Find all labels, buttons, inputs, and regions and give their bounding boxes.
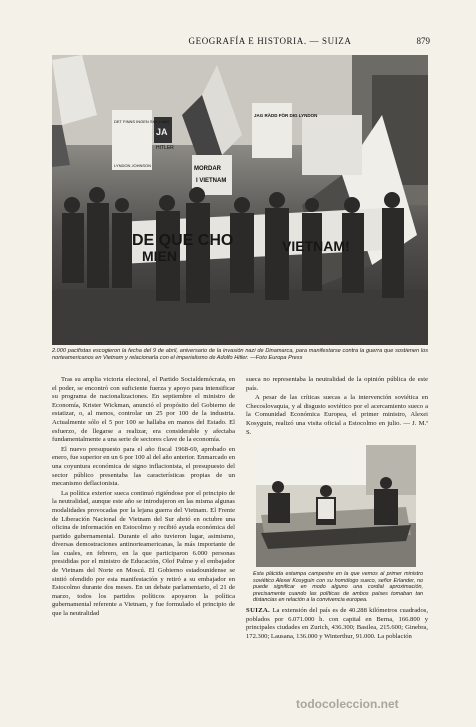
sign-text-7: JAG RÄDD FÖR DIG LYNDON — [254, 113, 318, 118]
banner-text-2: MIEN — [142, 248, 177, 264]
article-left-column — [52, 376, 235, 620]
paragraph: sueca no representaba la neutralidad de la opinión pública de este país. — [246, 376, 428, 392]
running-title: GEOGRAFÍA E HISTORIA. — SUIZA — [188, 36, 352, 46]
protest-scene — [52, 55, 428, 345]
suiza-section — [246, 607, 428, 641]
sign-text-2: JA — [156, 127, 168, 137]
boat-photo — [256, 445, 416, 567]
sign-text-3: HITLER — [156, 145, 174, 151]
article-right-column — [246, 376, 428, 438]
protest-photo — [52, 55, 428, 345]
boat-photo-caption: Esta plácida estampa campestre en la que vemos al primer ministro soviético Alexei Kosyguin con su homólogo sueco, señor Erlander, no puede significar en modo alguno una cordial aproximación, precisamente cuando las políticas de ambos países tomaban tan distancias en relación a la convivencia europea. — [253, 571, 423, 604]
sign-text-5: MORDAR — [194, 166, 221, 172]
watermark: todocoleccion.net — [296, 697, 399, 711]
main-photo-caption: 2.000 pacifistas escogieron la fecha del 9 de abril, aniversario de la invasión nazi de Dinamarca, para manifestarse contra la guerra que sostienen los norteamericanos en Vietnam y relacionarla con el imperialismo de Adolfo Hitler. —Foto Europa Press — [52, 348, 428, 362]
page-number: 879 — [416, 36, 430, 46]
boat-scene — [256, 445, 416, 567]
sign-text-6: I VIETNAM — [196, 178, 227, 184]
section-text: La extensión del país es de 40.288 kilómetros cuadrados, poblados por 6.071.000 h. con capital en Berna, 166.800 y principales ciudades en Zurich, 436.300; Basilea, 215.600; Ginebra, 172.300; Lausana, 136.000 y Winterthur, 91.000. La población — [246, 607, 428, 640]
sign-text-4: LYNDON JOHNSON — [114, 163, 152, 168]
paragraph: A pesar de las críticas suecas a la intervención soviética en Checoslovaquia, y al disgusto soviético por el acercamiento sueco a la Comunidad Económica Europea, el primer ministro, Alexei Kosyguin, realizó una visita oficial a Estocolmo en julio. — J. M.ª S. — [246, 394, 428, 436]
paragraph: El nuevo presupuesto para el año fiscal 1968-69, aprobado en enero, fue superior en un 6 por 100 al del año anterior. Enmarcado en una coyuntura económica de signo inflacionista, el presupuesto del sector público presentaba las características propias de un mecanismo deflacionista. — [52, 445, 235, 488]
banner-text-3: VIETNAM! — [282, 238, 350, 254]
paragraph: Tras su amplia victoria electoral, el Partido Socialdemócrata, en el poder, se encontró con suficiente fuerza y apoyo para intensificar su programa de nacionalizaciones. En septiembre el ministro de Economía, Krister Wickman, anunció el propósito del Gobierno de estatizar, o, al menos, controlar un 25 por 100 de la industria. Actualmente sólo el 5 por 100 se hallaba en manos del Estado. El esfuerzo, de llegarse a realizar, era considerable y afectaba fundamentalmente a una serie de sectores clave de la economía. — [52, 376, 235, 444]
sign-text-1: DET FINNS INGEN SKILLNAD — [114, 119, 170, 124]
banner-text-1: DE QUE CHO — [132, 232, 234, 249]
section-lead: SUIZA. — [246, 607, 271, 614]
paragraph: La política exterior sueca continuó rigiéndose por el principio de la neutralidad, aunque este año se introdujeron en las misma algunas modalidades provocadas por la lejana guerra del Vietnam. El Frente de Liberación Nacional de Vietnam del Sur abrió en octubre una oficina de información en Estocolmo y recibió ayuda económica del partido gubernamental. Durante el año tuvieron lugar, asimismo, diversas demostraciones antinorteamericanas, la más importante de las cuales, en febrero, en la que participaron 6.000 personas presididas por el ministro de Educación, Olof Palme y el embajador de Vietnam del Norte en Moscú. El Gobierno estadounidense se sintió ofendido por esta manifestación y retiró a su embajador en Estocolmo durante dos meses. En un debate parlamentario, el 21 de marzo, todos los partidos políticos apoyaron la política gubernamental referente a Vietnam, y fue formulado el principio de que la neutralidad — [52, 489, 235, 618]
